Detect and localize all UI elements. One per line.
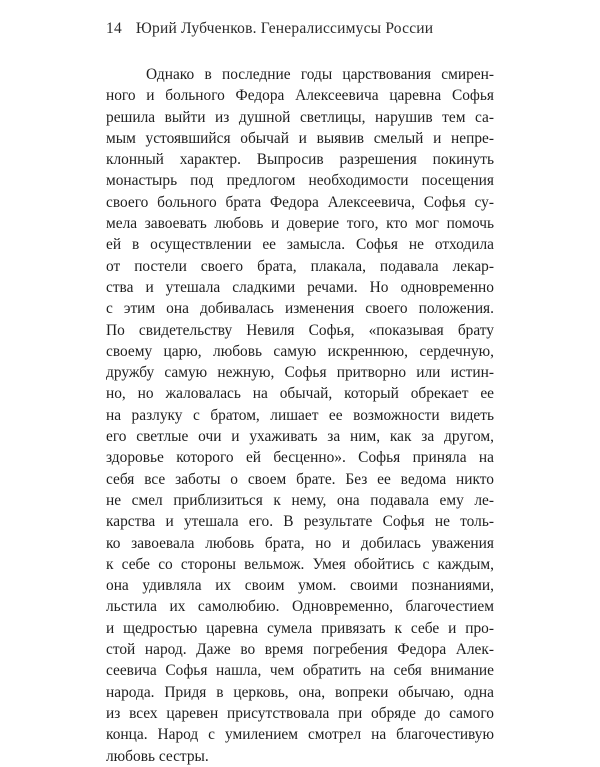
text-line: монастырь под предлогом необходимости посещения bbox=[106, 172, 494, 190]
text-line: и щедростью царевна сумела привязать к себе и про- bbox=[106, 619, 494, 637]
text-line: она удивляла их своим умом. своими познаниями, bbox=[106, 577, 494, 595]
text-line: ства и утешала сладкими речами. Но одновременно bbox=[106, 278, 494, 296]
text-line: Однако в последние годы царствования смирен- bbox=[146, 66, 494, 83]
text-line: карства и утешала его. В результате Софья не толь- bbox=[106, 513, 494, 531]
text-line: здоровье которого ей бесценно». Софья приняла на bbox=[106, 449, 494, 467]
text-line: решила выйти из душной светлицы, нарушив тем са- bbox=[106, 108, 494, 126]
text-line: с этим она добивалась изменения своего положения. bbox=[106, 300, 494, 318]
text-line: любовь сестры. bbox=[106, 747, 209, 765]
text-line: стой народ. Даже во время погребения Федора Алек- bbox=[106, 641, 494, 659]
text-line: на разлуку с братом, лишает ее возможности видеть bbox=[106, 406, 494, 424]
text-line: сеевича Софья нашла, чем обратить на себя внимание bbox=[106, 662, 494, 680]
text-line: не смел приблизиться к нему, она подавала ему ле- bbox=[106, 491, 494, 509]
text-line: своему царю, любовь самую искреннюю, сердечную, bbox=[106, 342, 494, 360]
text-line: своего больного брата Федора Алексеевича, Софья су- bbox=[106, 193, 494, 211]
page-number: 14 bbox=[106, 20, 122, 37]
text-line: ко завоевала любовь брата, но и добилась уважения bbox=[106, 534, 494, 552]
text-line: льстила их самолюбию. Одновременно, благочестием bbox=[106, 598, 494, 616]
text-line: от постели своего брата, плакала, подавала лекар- bbox=[106, 257, 494, 275]
running-title: Юрий Лубченков. Генералиссимусы России bbox=[135, 20, 434, 37]
text-line: себя все заботы о своем брате. Без ее ведома никто bbox=[106, 470, 494, 488]
text-line: из всех царевен присутствовала при обряде до самого bbox=[106, 704, 494, 722]
text-line: ного и больного Федора Алексеевича царевна Софья bbox=[106, 87, 494, 105]
text-line: мым устоявшийся обычай и выявив смелый и непре- bbox=[106, 129, 494, 147]
text-line: к себе со стороны вельмож. Умея обойтись с каждым, bbox=[106, 555, 494, 573]
text-line: его светлые очи и ухаживать за ним, как за другом, bbox=[106, 428, 494, 446]
text-line: клонный характер. Выпросив разрешения покинуть bbox=[106, 151, 494, 169]
text-line: народа. Придя в церковь, она, вопреки обычаю, одна bbox=[106, 683, 494, 701]
text-line: дружбу самую нежную, Софья притворно или истин- bbox=[106, 364, 494, 382]
text-line: но, но жаловалась на обычай, который обрекает ее bbox=[106, 385, 494, 403]
text-line: мела завоевать любовь и доверие того, кто мог помочь bbox=[106, 215, 494, 233]
body-paragraph bbox=[106, 64, 494, 767]
running-head bbox=[106, 20, 526, 38]
text-line: По свидетельству Невиля Софья, «показывая брату bbox=[106, 321, 494, 339]
text-line: ей в осуществлении ее замысла. Софья не отходила bbox=[106, 236, 494, 254]
text-line: конца. Народ с умилением смотрел на благочестивую bbox=[106, 726, 494, 744]
